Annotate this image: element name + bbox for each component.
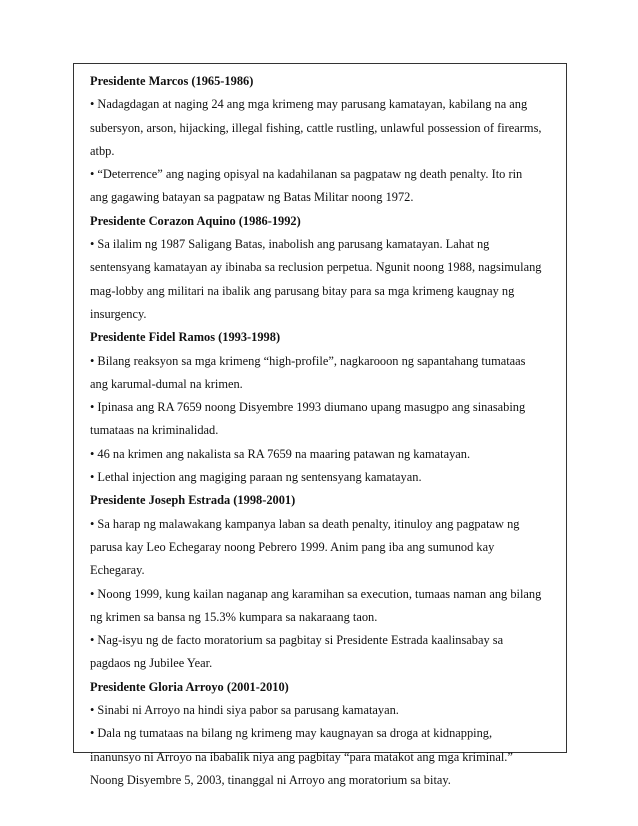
section-heading-estrada: Presidente Joseph Estrada (1998-2001)	[90, 493, 296, 508]
text-line: • Nag-isyu ng de facto moratorium sa pagbitay si Presidente Estrada kaalinsabay sa	[90, 633, 504, 648]
section-heading-aquino: Presidente Corazon Aquino (1986-1992)	[90, 213, 301, 228]
text-line: tumataas na kriminalidad.	[90, 423, 219, 438]
text-line: • Nadagdagan at naging 24 ang mga krimeng may parusang kamatayan, kabilang na ang	[90, 97, 528, 112]
text-line: parusa kay Leo Echegaray noong Pebrero 1999. Anim pang iba ang sumunod kay	[90, 539, 495, 554]
text-line: Noong Disyembre 5, 2003, tinanggal ni Arroyo ang moratorium sa bitay.	[90, 772, 451, 787]
text-line: inanunsyo ni Arroyo na ibabalik niya ang pagbitay “para matakot ang mga kriminal.”	[90, 749, 513, 764]
section-heading-arroyo: Presidente Gloria Arroyo (2001-2010)	[90, 679, 289, 694]
document-text-box	[73, 63, 567, 787]
text-line: pagdaos ng Jubilee Year.	[90, 656, 213, 671]
text-line: • Sa harap ng malawakang kampanya laban sa death penalty, itinuloy ang pagpataw ng	[90, 516, 520, 531]
text-line: atbp.	[90, 143, 115, 158]
text-line: • Lethal injection ang magiging paraan ng sentensyang kamatayan.	[90, 470, 422, 485]
text-line: sentensyang kamatayan ay ibinaba sa reclusion perpetua. Ngunit noong 1988, nagsimulang	[90, 260, 542, 275]
text-line: ang gagawing batayan sa pagpataw ng Batas Militar noong 1972.	[90, 190, 414, 205]
text-line: ng krimen sa bansa ng 15.3% kumpara sa nakaraang taon.	[90, 609, 378, 624]
text-line: ang karumal-dumal na krimen.	[90, 376, 243, 391]
text-line: • Noong 1999, kung kailan naganap ang karamihan sa execution, tumaas naman ang bilang	[90, 586, 542, 601]
text-line: • Ipinasa ang RA 7659 noong Disyembre 1993 diumano upang masugpo ang sinasabing	[90, 400, 526, 415]
section-heading-marcos: Presidente Marcos (1965-1986)	[90, 74, 254, 88]
text-line: Echegaray.	[90, 563, 145, 578]
text-line: • “Deterrence” ang naging opisyal na kadahilanan sa pagpataw ng death penalty. Ito rin	[90, 167, 523, 182]
text-line: • Sinabi ni Arroyo na hindi siya pabor sa parusang kamatayan.	[90, 703, 399, 718]
text-line: subersyon, arson, hijacking, illegal fishing, cattle rustling, unlawful possession of firearms,	[90, 120, 542, 135]
text-line: mag-lobby ang militari na ibalik ang parusang bitay para sa mga krimeng kaugnay ng	[90, 283, 515, 298]
section-heading-ramos: Presidente Fidel Ramos (1993-1998)	[90, 330, 281, 345]
text-line: • 46 na krimen ang nakalista sa RA 7659 na maaring patawan ng kamatayan.	[90, 446, 471, 461]
text-line: • Bilang reaksyon sa mga krimeng “high-profile”, nagkarooon ng sapantahang tumataas	[90, 353, 526, 368]
text-line: insurgency.	[90, 306, 147, 321]
text-line: • Dala ng tumataas na bilang ng krimeng may kaugnayan sa droga at kidnapping,	[90, 726, 493, 741]
text-line: • Sa ilalim ng 1987 Saligang Batas, inabolish ang parusang kamatayan. Lahat ng	[90, 237, 490, 252]
